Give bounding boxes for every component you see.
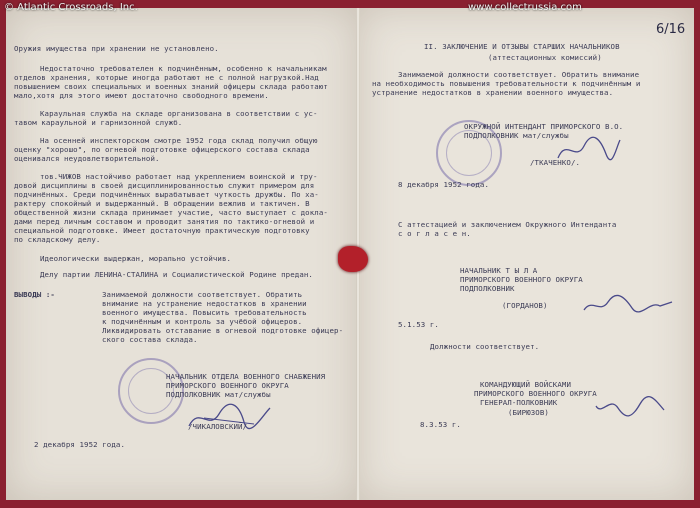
text-line: оценивался неудовлетворительной. [14,154,160,163]
text-line: оценку "хорошо", по огневой подготовке офицерского состава склада [14,145,310,154]
text-line: Караульная служба на складе организована в соответствии с ус- [40,109,318,118]
text-line: повышением своих специальных и военных знаний офицеры склада работают [14,82,328,91]
text-line: устранение недостатков в хранении военного имущества. [372,88,614,97]
officer-title-line: ПОДПОЛКОВНИК мат/службы [464,131,569,140]
commander-title-line: ПРИМОРСКОГО ВОЕННОГО ОКРУГА [474,389,597,398]
agreement-line: С аттестацией и заключением Окружного Интенданта [398,220,617,229]
text-line: На осенней инспекторском смотре 1952 года склад получил общую [40,136,318,145]
handwritten-signature [592,392,668,424]
commander-name: (БИРЮЗОВ) [508,408,549,417]
conclusion-line: военного имущества. Повысить требовательность [102,308,307,317]
text-line: Делу партии ЛЕНИНА-СТАЛИНА и Социалистической Родине предан. [40,270,313,279]
text-line: подчинённых. Среди подчинённых вырабатывает чуткость дружбы. По ха- [14,190,319,199]
commander-title-line: КОМАНДУЮЩИЙ ВОЙСКАМИ [480,380,571,389]
handwritten-signature [580,292,676,320]
chief-title-line: ПРИМОРСКОГО ВОЕННОГО ОКРУГА [460,275,583,284]
chief-date: 5.1.53 г. [398,320,439,329]
text-line: дами перед личным составом и проводит занятия по тактико-огневой и [14,217,315,226]
conclusion-line: ского состава склада. [102,335,198,344]
text-line: тов.ЧИЖОВ настойчиво работает над укреплением воинской и тру- [40,172,318,181]
text-line: рактеру спокойный и выдержанный. В обращении вежлив и тактичен. В [14,199,310,208]
officer-title-line: ОКРУЖНОЙ ИНТЕНДАНТ ПРИМОРСКОГО В.О. [464,122,624,131]
conclusion-line: Занимаемой должности соответствует. Обратить [102,290,303,299]
chief-title-line: ПОДПОЛКОВНИК [460,284,515,293]
officer-name: /ТКАЧЕНКО/. [530,158,581,167]
conclusion-line: Ликвидировать отставание в огневой подготовке офицер- [102,326,344,335]
commander-date: 8.3.53 г. [420,420,461,429]
left-page [6,8,358,500]
watermark-right: www.collectrussia.com [468,2,582,13]
final-verdict: Должности соответствует. [430,342,540,351]
section-subtitle: (аттестационных комиссий) [488,53,602,62]
text-line: отделов хранения, которые иногда работают не с полной нагрузкой.Над [14,73,319,82]
text-line: по складскому делу. [14,235,101,244]
text-line: тавом караульной и гарнизонной служб. [14,118,183,127]
conclusion-line: к подчинённым и контроль за учёбой офицеров. [102,317,303,326]
text-line: Идеологически выдержан, морально устойчив. [40,254,232,263]
text-line: специальной подготовке. Имеет достаточную практическую подготовку [14,226,310,235]
officer-date: 8 декабря 1952 года. [398,180,489,189]
agreement-line: с о г л а с е н. [398,229,471,238]
chief-name: (ГОРДАНОВ) [502,301,548,310]
text-line: Оружия имущества при хранении не установлено. [14,44,219,53]
signature-title-line: ПОДПОЛКОВНИК мат/службы [166,390,271,399]
text-line: мало,хотя для этого имеют достаточно свободного времени. [14,91,269,100]
wax-seal-mark [338,246,368,272]
commander-title-line: ГЕНЕРАЛ-ПОЛКОВНИК [480,398,558,407]
text-line: Занимаемой должности соответствует. Обратить внимание [398,70,640,79]
signature-date: 2 декабря 1952 года. [34,440,125,449]
page-number-annotation: 6/16 [656,22,686,37]
conclusion-line: внимание на устранение недостатков в хранении [102,299,307,308]
signature-title-line: ПРИМОРСКОГО ВОЕННОГО ОКРУГА [166,381,289,390]
conclusion-label: ВЫВОДЫ :- [14,290,55,299]
signer-name: /ЧИКАЛОВСКИЙ/ [188,422,248,431]
watermark-left: © Atlantic Crossroads, Inc. [4,2,138,13]
section-title: II. ЗАКЛЮЧЕНИЕ И ОТЗЫВЫ СТАРШИХ НАЧАЛЬНИКОВ [424,42,620,51]
text-line: довой дисциплины в своей дисциплинированностью служит примером для [14,181,315,190]
right-page [358,8,694,500]
text-line: общественной жизни склада принимает участие, часто выступает с докла- [14,208,328,217]
chief-title-line: НАЧАЛЬНИК Т Ы Л А [460,266,538,275]
text-line: на необходимость повышения требовательности к подчинённым и [372,79,641,88]
signature-title-line: НАЧАЛЬНИК ОТДЕЛА ВОЕННОГО СНАБЖЕНИЯ [166,372,326,381]
text-line: Недостаточно требователен к подчинённым, особенно к начальникам [40,64,327,73]
